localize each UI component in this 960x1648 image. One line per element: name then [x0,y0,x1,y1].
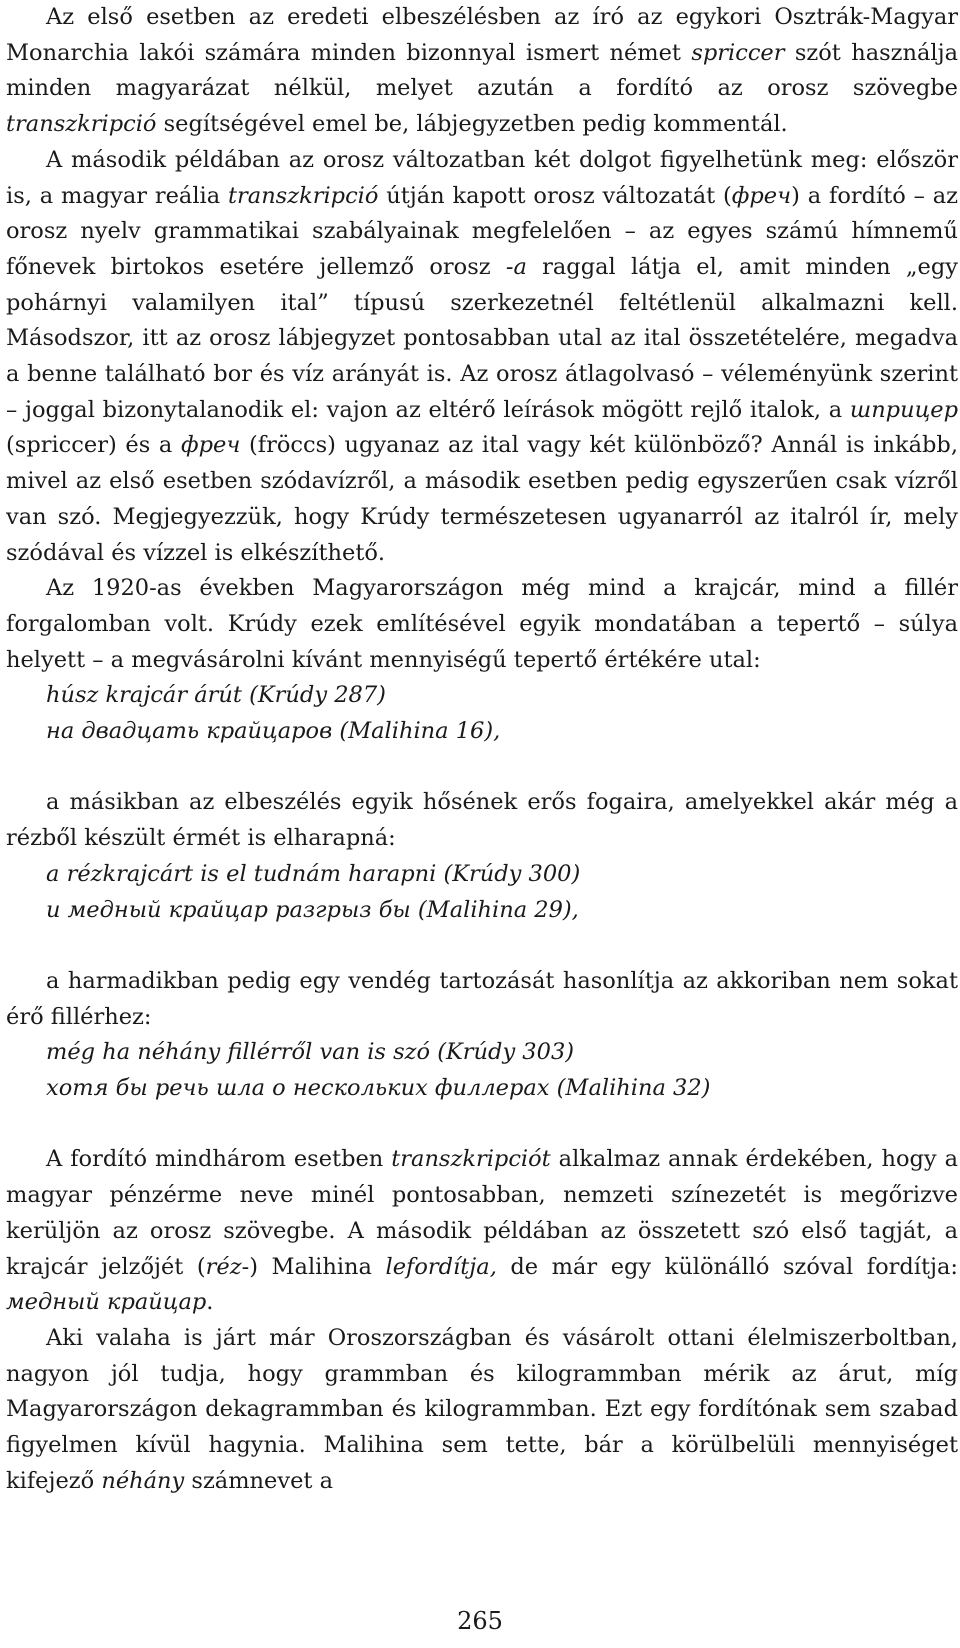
quote-krudy-287: húsz krajcár árút (Krúdy 287) [46,682,386,709]
spacer [6,1107,958,1143]
italic-term: lefordítja, [385,1253,497,1280]
quote-krudy-303: még ha néhány fillérről van is szó (Krúdy 303) [46,1039,575,1066]
text-run: de már egy különálló szóval fordítja: [496,1253,959,1280]
paragraph-3: Az 1920-as években Magyarországon még mind a krajcár, mind a fillér forgalomban volt. Krúdy ezek említésével egyik mondatában a tepertő – súlya helyett – a megvásárolni kívánt mennyiségű tepertő értékére utal: [6,575,958,673]
page-number: 265 [457,1607,503,1635]
italic-term: фреч [731,182,792,209]
text-run: Az első esetben az eredeti elbeszélésben az író az egykori Osztrák-Magyar Monarchia lakói számára minden bizonnyal ismert német [6,4,958,66]
italic-term: -а [505,253,527,280]
text-run: számnevet a [184,1467,333,1494]
body-text [6,0,958,1499]
text-run: A második példában az orosz változatban két dolgot figyelhetünk meg: először is, a magyar reália [6,146,958,209]
italic-term: spriccer [691,39,785,66]
quote-malihina-16: на двадцать крайцаров (Malihina 16), [46,718,501,745]
italic-term: transzkripció [227,182,379,209]
text-run: A fordító mindhárom esetben [46,1146,392,1173]
text-run: ) a fordító – az orosz nyelv grammatikai szabályainak megfelelően – az egyes számú hímnemű főnevek birtokos esetére jellemző orosz [6,182,958,280]
paragraph-2 [6,143,958,571]
text-run: Aki valaha is járt már Oroszországban és vásárolt ottani élelmiszerboltban, nagyon jól tudja, hogy grammban és kilogrammban mérik az árut, míg Magyarországon dekagrammban és kilogrammban. Ezt egy fordítónak sem szabad figyelmen kívül hagynia. Malihina sem tette, bár a körülbelüli mennyiséget kifejező [6,1324,958,1494]
text-run: útján kapott orosz változatát ( [378,182,732,209]
text-run: -) Malihina [241,1253,386,1280]
paragraph-7 [6,1321,958,1500]
italic-term: шприцер [849,396,958,423]
italic-term: néhány [101,1467,185,1494]
italic-term: медный крайцар [6,1289,207,1316]
text-run: segítségével emel be, lábjegyzetben pedig kommentál. [156,111,788,138]
paragraph-5: a harmadikban pedig egy vendég tartozását hasonlítja az akkoriban nem sokat érő fillérhez: [6,967,958,1030]
text-run: . [206,1289,214,1316]
spacer [6,928,958,964]
italic-term: transzkripciót [391,1146,551,1173]
quote-malihina-32: хотя бы речь шла о нескольких филлерах (Malihina 32) [46,1075,711,1102]
spacer [6,750,958,786]
paragraph-6 [6,1142,958,1321]
quote-krudy-300: a rézkrajcárt is el tudnám harapni (Krúdy 300) [46,860,581,887]
text-run: alkalmaz annak érdekében, hogy a magyar pénzérme neve minél pontosabban, nemzeti színezetét is megőrizve kerüljön az orosz szövegbe. A második példában az összetett szó első tagját, a krajcár jelzőjét ( [6,1146,958,1280]
italic-term: réz [205,1253,242,1280]
text-run: szót használja minden magyarázat nélkül, melyet azután a fordító az orosz szövegbe [6,39,958,102]
paragraph-1 [6,0,958,143]
quote-malihina-29: и медный крайцар разгрыз бы (Malihina 29), [46,896,579,923]
text-run: raggal látja el, amit minden „egy pohárnyi valamilyen ital” típusú szerkezetnél feltétlenül alkalmazni kell. Másodszor, itt az orosz lábjegyzet pontosabban utal az ital összetételére, megadva a benne található bor és víz arányát is. Az orosz átlagolvasó – véleményünk szerint – joggal bizonytalanodik el: vajon az eltérő leírások mögött rejlő italok, a [6,253,958,423]
text-run: (spriccer) és a [6,432,181,459]
italic-term: фреч [180,432,241,459]
paragraph-4: a másikban az elbeszélés egyik hősének erős fogaira, amelyekkel akár még a rézből készült érmét is elharapná: [6,789,958,852]
text-run: (fröccs) ugyanaz az ital vagy két különböző? Annál is inkább, mivel az első esetben szódavízről, a második esetben pedig egyszerűen csak vízről van szó. Megjegyezzük, hogy Krúdy természetesen ugyanarról az italról ír, mely szódával és vízzel is elkészíthető. [6,432,958,566]
italic-term: transzkripció [6,111,157,138]
